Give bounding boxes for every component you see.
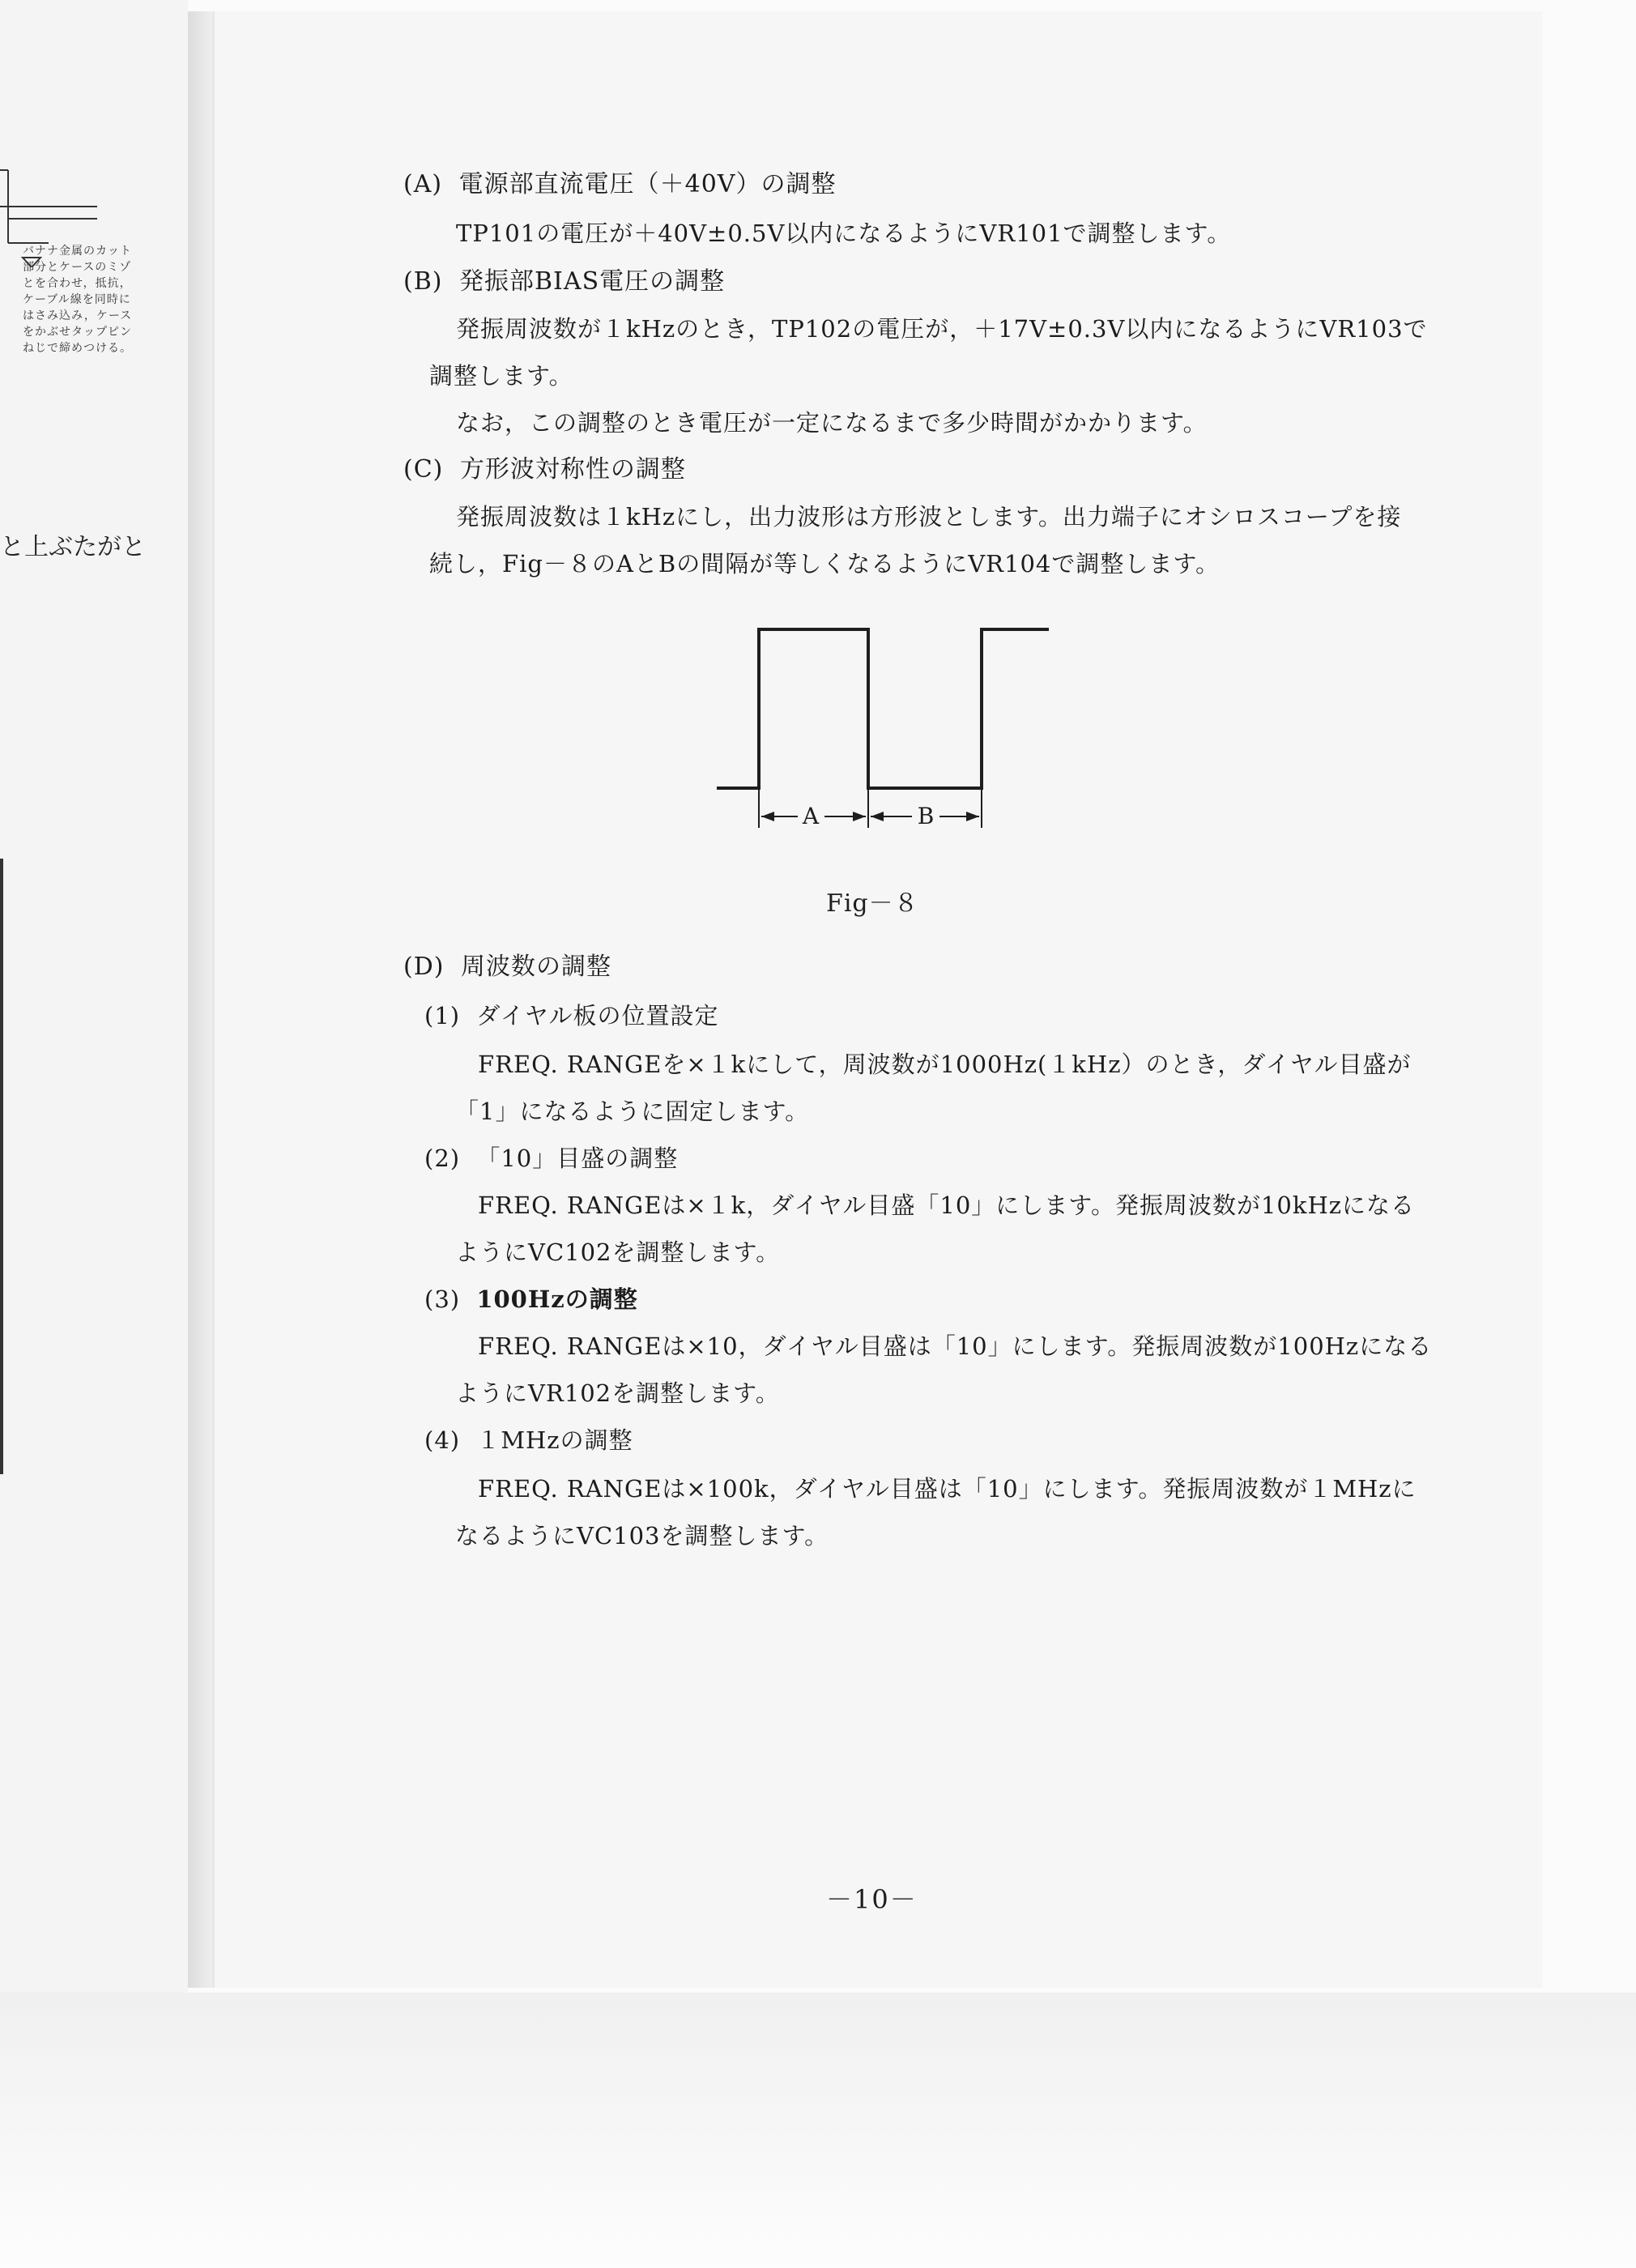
scan-bottom-shade (0, 1993, 1636, 2268)
section-c-heading (403, 454, 686, 486)
section-b-marker: (B) (403, 267, 443, 296)
arrowhead (966, 812, 979, 821)
manual-page (212, 11, 1543, 1988)
subsection-body-line: ようにVC102を調整します。 (455, 1238, 781, 1266)
subsection-heading (424, 1283, 638, 1315)
section-c-marker: (C) (403, 455, 444, 484)
arrowhead (761, 812, 774, 821)
section-d-marker: (D) (403, 953, 445, 981)
subsection-body-line: FREQ. RANGEを×１kにして，周波数が1000Hz(１kHz）のとき，ダイヤル目盛が (478, 1051, 1412, 1078)
interval-a-label: A (802, 803, 820, 829)
section-a-title: 電源部直流電圧（＋40V）の調整 (458, 170, 837, 198)
subsection-body-line: FREQ. RANGEは×１k，ダイヤル目盛「10」にします。発振周波数が10kHzになる (478, 1192, 1416, 1219)
subsection-body-line: ようにVR102を調整します。 (455, 1379, 780, 1407)
subsection-number: (2) (424, 1145, 461, 1172)
subsection-body-line: なるようにVC103を調整します。 (455, 1522, 829, 1550)
subsection-body-line: FREQ. RANGEは×100k，ダイヤル目盛は「10」にします。発振周波数が１MHzに (478, 1475, 1417, 1503)
left-caption-line: 部分とケースのミゾ (23, 261, 132, 274)
section-b-title: 発振部BIAS電圧の調整 (459, 267, 726, 296)
page-number: －10－ (826, 1884, 918, 1915)
subsection-title: １MHzの調整 (476, 1426, 633, 1454)
left-caption-line: はさみ込み，ケース (23, 309, 133, 322)
section-b-body-line: なお，この調整のとき電圧が一定になるまで多少時間がかかります。 (456, 409, 1208, 437)
section-b-body-line: 発振周波数が１kHzのとき，TP102の電圧が，＋17V±0.3V以内になるようにVR103で (456, 315, 1428, 343)
subsection-title: 100Hzの調整 (476, 1285, 638, 1313)
subsection-title: 「10」目盛の調整 (476, 1145, 679, 1172)
section-c-title: 方形波対称性の調整 (459, 455, 686, 484)
left-page-caption (23, 243, 168, 356)
subsection-heading (424, 1424, 633, 1456)
subsection-number: (1) (424, 1002, 461, 1030)
square-wave-trace (717, 629, 1049, 788)
subsection-number: (4) (424, 1426, 461, 1454)
left-caption-line: バナナ金属のカット (23, 245, 132, 258)
left-page-vertical-rule (0, 859, 3, 1474)
left-page-text-snippet: と上ぶたがと (0, 533, 146, 561)
interval-b-label: B (917, 803, 935, 829)
subsection-heading (424, 1142, 678, 1174)
section-d-heading (403, 951, 611, 983)
left-page-edge (0, 0, 188, 1993)
section-c-body-line: 発振周波数は１kHzにし，出力波形は方形波とします。出力端子にオシロスコープを接 (456, 503, 1402, 531)
section-d-title: 周波数の調整 (461, 953, 612, 981)
subsection-heading (424, 1000, 718, 1032)
book-gutter (188, 11, 215, 1988)
section-c-body-line: 続し，Fig－８のAとBの間隔が等しくなるようにVR104で調整します。 (429, 550, 1221, 578)
section-b-heading (403, 266, 725, 298)
section-b-body-line: 調整します。 (429, 362, 573, 390)
section-a-marker: (A) (403, 170, 443, 198)
left-caption-line: をかぶせタップピン (23, 326, 132, 339)
subsection-body-line: FREQ. RANGEは×10，ダイヤル目盛は「10」にします。発振周波数が100Hzになる (478, 1332, 1433, 1360)
left-caption-line: とを合わせ，抵抗， (23, 277, 132, 290)
arrowhead (853, 812, 866, 821)
square-wave-diagram (713, 616, 1069, 850)
figure-caption: Fig－８ (826, 889, 919, 918)
subsection-title: ダイヤル板の位置設定 (476, 1002, 719, 1030)
section-a-heading (403, 168, 836, 201)
left-caption-line: ねじで締めつける。 (23, 342, 132, 355)
subsection-body-line: 「1」になるように固定します。 (455, 1098, 810, 1125)
arrowhead (871, 812, 884, 821)
subsection-number: (3) (424, 1285, 461, 1313)
section-a-body-line: TP101の電圧が＋40V±0.5V以内になるようにVR101で調整します。 (456, 220, 1232, 247)
left-caption-line: ケーブル線を同時に (23, 293, 131, 306)
